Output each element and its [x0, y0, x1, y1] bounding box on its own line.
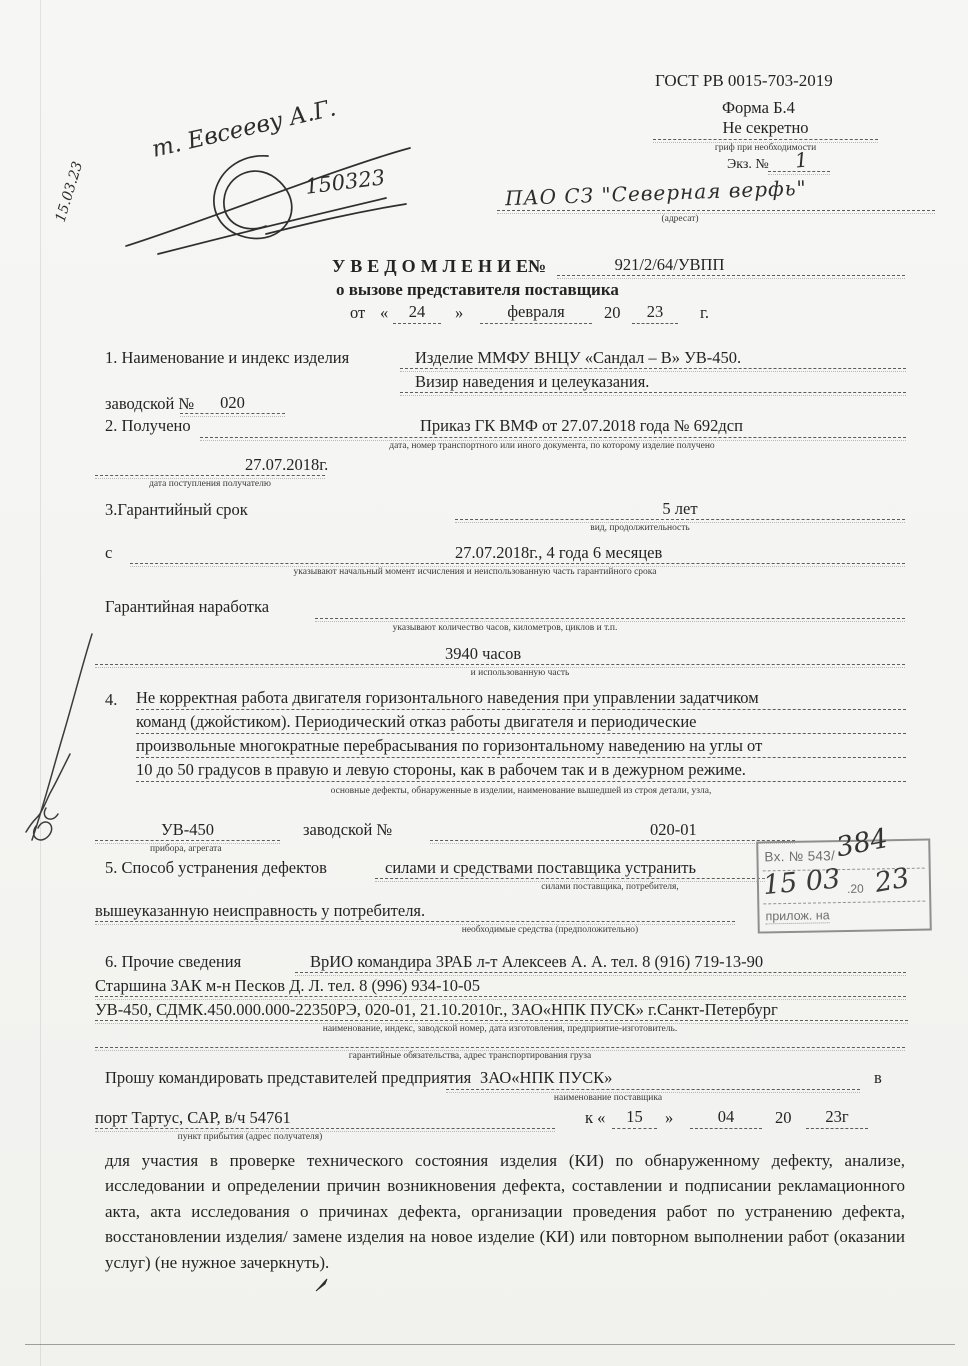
item4-number: 4.	[105, 690, 118, 709]
item3-from-label: с	[105, 543, 113, 562]
title-no-label: №	[528, 256, 547, 276]
margin-scribble	[12, 612, 112, 852]
date-from-label: от	[350, 303, 366, 322]
stamp-in-number-handwritten: 384	[833, 823, 891, 864]
arrival-caption: пункт прибытия (адрес получателя)	[177, 1132, 323, 1142]
item5-label: 5. Способ устранения дефектов	[105, 858, 327, 877]
closing-paragraph: для участия в проверке технического состояния изделия (КИ) по обнаруженному дефекту, анализе, исследовании и определении причин возникновения дефекта, составлении и подписании рекламационного акта, акта исследования о причинах дефекта, организации проведения работ по устранению дефекта, восстановлении изделия/ замене изделия на новое изделие (КИ) или повторном выполнении работ (оказании услуг) (не нужное зачеркнуть).	[105, 1151, 905, 1272]
factory-no-value: 020	[220, 393, 245, 412]
item2-received-date: 27.07.2018г.	[245, 455, 329, 474]
item2-label: 2. Получено	[105, 416, 191, 435]
item6-line2: Старшина ЗАК м-н Песков Д. Л. тел. 8 (996) 934-10-05	[95, 976, 481, 995]
defect-line-1: Не корректная работа двигателя горизонтального наведения при управлении задатчиком	[136, 688, 906, 710]
stamp-in-label: Вх. № 543/	[764, 848, 836, 865]
date-century: 20	[604, 303, 621, 322]
title-number: 921/2/64/УВПП	[614, 255, 725, 274]
defect-line-2: команд (джойстиком). Периодический отказ работы двигателя и периодические	[136, 712, 906, 734]
title-number-underline	[557, 275, 905, 279]
secrecy-caption: гриф при необходимости	[714, 143, 817, 153]
device-name: УВ-450	[161, 820, 214, 839]
runtime-hours: 3940 часов	[445, 644, 522, 663]
stamp-year-handwritten: 23	[872, 862, 912, 899]
item3-from-caption: указывают начальный момент исчисления и неиспользованную часть гарантийного срока	[293, 567, 657, 577]
item6-line3: УВ-450, СДМК.450.000.000-22350РЭ, 020-01, 21.10.2010г., ЗАО«НПК ПУСК» г.Санкт-Петербург	[95, 1000, 778, 1019]
resolution-date-handwritten: 150323	[303, 165, 387, 199]
copy-underline	[768, 171, 830, 175]
stamp-day-month-handwritten: 15 03	[761, 863, 842, 902]
defect-caption: основные дефекты, обнаруженные в изделии, наименование вышедшей из строя детали, узла,	[330, 786, 712, 796]
factory-no-underline	[180, 413, 285, 417]
arrival-k-label: к «	[585, 1108, 606, 1127]
device-name-caption: прибора, агрегата	[150, 844, 222, 854]
factory-no-label: заводской №	[105, 394, 195, 413]
request-in-word: в	[874, 1068, 882, 1087]
arrival-month: 04	[690, 1107, 762, 1129]
gost-standard: ГОСТ РВ 0015-703-2019	[655, 71, 833, 90]
item5-caption: силами поставщика, потребителя,	[541, 882, 679, 892]
addressee-caption: (адресат)	[661, 214, 699, 224]
addressee-handwritten: ПАО СЗ "Северная верфь"	[504, 175, 808, 211]
arrival-value: порт Тартус, САР, в/ч 54761	[95, 1108, 291, 1127]
secrecy-label: Не секретно	[722, 118, 809, 137]
device-number-underline	[430, 840, 795, 844]
incoming-stamp	[756, 823, 932, 933]
margin-date-handwritten: 15.03.23	[52, 159, 87, 224]
defect-line-3: произвольные многократные перебрасывания по горизонтальному наведению на углы от	[136, 736, 906, 758]
runtime-caption: указывают количество часов, километров, циклов и т.п.	[392, 623, 618, 633]
date-open-quote: «	[380, 303, 389, 322]
scan-fold-line	[25, 1344, 955, 1345]
item1-value-line2: Визир наведения и целеуказания.	[415, 372, 650, 391]
item6-label: 6. Прочие сведения	[105, 952, 242, 971]
stamp-attach-label: прилож. на	[765, 908, 830, 924]
item3-value: 5 лет	[662, 499, 698, 518]
defect-line-4: 10 до 50 градусов в правую и левую стороны, как в рабочем так и в дежурном режиме.	[136, 760, 906, 782]
device-factory-label: заводской №	[303, 820, 393, 839]
item5-value: силами и средствами поставщика устранить	[385, 858, 697, 877]
date-year-suffix: г.	[700, 303, 710, 322]
item3-caption: вид, продолжительность	[590, 523, 690, 533]
item2-value: Приказ ГК ВМФ от 27.07.2018 года № 692дсп	[420, 416, 743, 435]
item3-from-value: 27.07.2018г., 4 года 6 месяцев	[455, 543, 663, 562]
item1-underline2	[400, 392, 906, 396]
item1-value-line1: Изделие ММФУ ВНЦУ «Сандал – В» УВ-450.	[415, 348, 742, 367]
arrival-close-quote: »	[665, 1108, 674, 1127]
item2-caption: дата, номер транспортного или иного документа, по которому изделие получено	[389, 441, 715, 451]
item1-label: 1. Наименование и индекс изделия	[105, 348, 350, 367]
item6-line1: ВрИО командира 3РАБ л-т Алексеев А. А. тел. 8 (916) 719-13-90	[310, 952, 764, 971]
item5-line2: вышеуказанную неисправность у потребителя.	[95, 901, 426, 920]
date-day: 24	[393, 302, 441, 324]
request-label: Прошу командировать представителей предприятия	[105, 1068, 472, 1087]
received-date-caption: дата поступления получателю	[149, 479, 271, 489]
copy-number-handwritten: 1	[793, 147, 809, 173]
runtime-label: Гарантийная наработка	[105, 597, 270, 616]
request-supplier-caption: наименование поставщика	[553, 1093, 663, 1103]
runtime-hours-caption: и использованную часть	[470, 668, 570, 678]
stamp-year-printed: .20	[846, 881, 864, 896]
date-year: 23	[632, 302, 678, 324]
form-number: Форма Б.4	[722, 98, 795, 117]
device-factory-number: 020-01	[650, 820, 697, 839]
arrival-century: 20	[775, 1108, 792, 1127]
arrival-year: 23г	[806, 1107, 868, 1129]
item3-label: 3.Гарантийный срок	[105, 500, 248, 519]
subtitle: о вызове представителя поставщика	[336, 280, 619, 299]
date-month: февраля	[480, 302, 592, 324]
runtime-underline	[315, 618, 905, 622]
pen-tick-mark	[314, 1277, 330, 1293]
copy-label: Экз. №	[727, 157, 769, 172]
transport-caption: гарантийные обязательства, адрес транспортирования груза	[348, 1051, 592, 1061]
item5-line2-caption: необходимые средства (предположительно)	[461, 925, 639, 935]
resolution-note-handwritten: т. Евсееву А.Г.	[149, 95, 339, 163]
request-supplier: ЗАО«НПК ПУСК»	[480, 1068, 613, 1087]
item6-caption: наименование, индекс, заводской номер, дата изготовления, предприятие-изготовитель.	[322, 1024, 678, 1034]
arrival-day: 15	[612, 1107, 657, 1129]
date-close-quote: »	[455, 303, 464, 322]
title: УВЕДОМЛЕНИЕ	[332, 256, 534, 276]
